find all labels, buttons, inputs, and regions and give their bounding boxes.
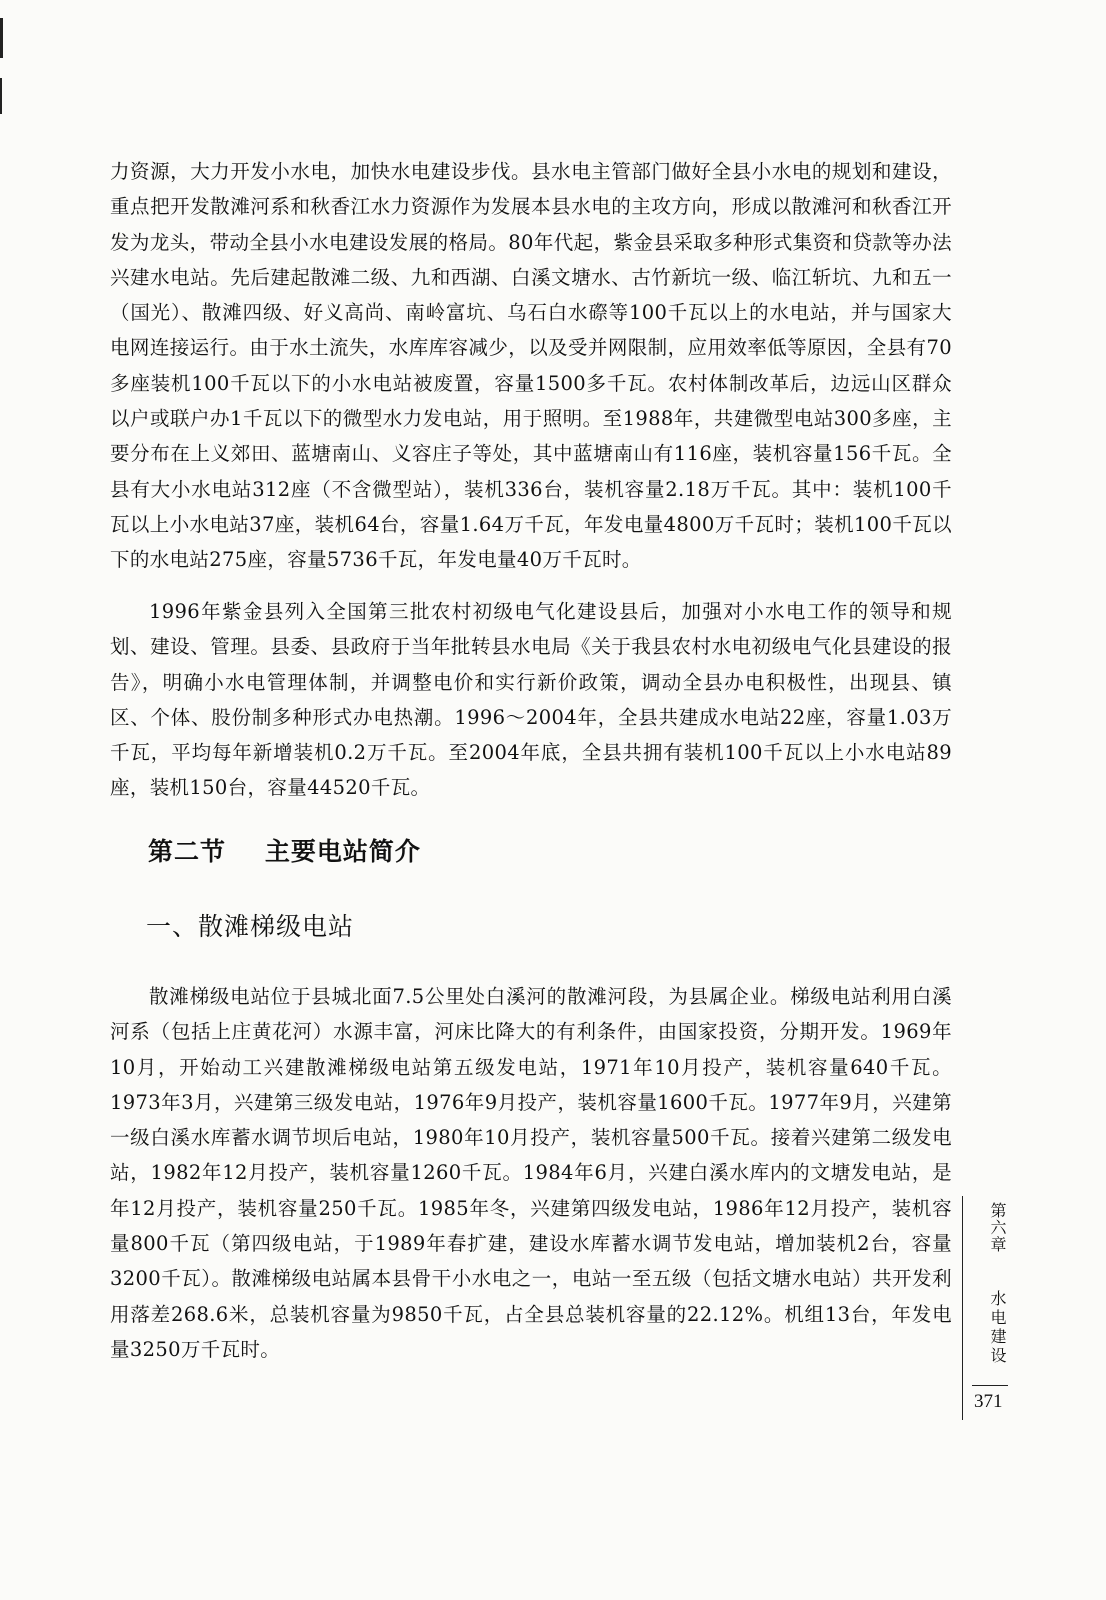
body-paragraph: 散滩梯级电站位于县城北面7.5公里处白溪河的散滩河段，为县属企业。梯级电站利用白溪河系（包括上庄黄花河）水源丰富，河床比降大的有利条件，由国家投资，分期开发。1969年10月，开始动工兴建散滩梯级电站第五级发电站，1971年10月投产，装机容量640千瓦。1973年3月，兴建第三级发电站，1976年9月投产，装机容量1600千瓦。1977年9月，兴建第一级白溪水库蓄水调节坝后电站，1980年10月投产，装机容量500千瓦。接着兴建第二级发电站，1982年12月投产，装机容量1260千瓦。1984年6月，兴建白溪水库内的文塘发电站，是年12月投产，装机容量250千瓦。1985年冬，兴建第四级发电站，1986年12月投产，装机容量800千瓦（第四级电站，于1989年春扩建，建设水库蓄水调节发电站，增加装机2台，容量3200千瓦）。散滩梯级电站属本县骨干小水电之一，电站一至五级（包括文塘水电站）共开发利用落差268.6米，总装机容量为9850千瓦，占全县总装机容量的22.12%。机组13台，年发电量3250万千瓦时。	[110, 985, 952, 1361]
chapter-title: 水电建设	[988, 1290, 1007, 1366]
margin-divider	[962, 1196, 963, 1420]
body-text-block	[110, 154, 952, 578]
subsection-heading: 一、散滩梯级电站	[146, 912, 355, 941]
chapter-label: 第六章	[988, 1202, 1007, 1253]
body-paragraph: 1996年紫金县列入全国第三批农村初级电气化建设县后，加强对小水电工作的领导和规划、建设、管理。县委、县政府于当年批转县水电局《关于我县农村水电初级电气化县建设的报告》，明确小水电管理体制，并调整电价和实行新价政策，调动全县办电积极性，出现县、镇区、个体、股份制多种形式办电热潮。1996～2004年，全县共建成水电站22座，容量1.03万千瓦，平均每年新增装机0.2万千瓦。至2004年底，全县共拥有装机100千瓦以上小水电站89座，装机150台，容量44520千瓦。	[110, 600, 952, 800]
body-text-block	[110, 594, 952, 806]
body-text-block	[110, 979, 952, 1367]
body-paragraph: 力资源，大力开发小水电，加快水电建设步伐。县水电主管部门做好全县小水电的规划和建设，重点把开发散滩河系和秋香江水力资源作为发展本县水电的主攻方向，形成以散滩河和秋香江开发为龙头，带动全县小水电建设发展的格局。80年代起，紫金县采取多种形式集资和贷款等办法兴建水电站。先后建起散滩二级、九和西湖、白溪文塘水、古竹新坑一级、临江斩坑、九和五一（国光）、散滩四级、好义高尚、南岭富坑、乌石白水磜等100千瓦以上的水电站，并与国家大电网连接运行。由于水土流失，水库库容减少，以及受并网限制，应用效率低等原因，全县有70多座装机100千瓦以下的小水电站被废置，容量1500多千瓦。农村体制改革后，边远山区群众以户或联户办1千瓦以下的微型水力发电站，用于照明。至1988年，共建微型电站300多座，主要分布在上义郊田、蓝塘南山、义容庄子等处，其中蓝塘南山有116座，装机容量156千瓦。全县有大小水电站312座（不含微型站），装机336台，装机容量2.18万千瓦。其中：装机100千瓦以上小水电站37座，装机64台，容量1.64万千瓦，年发电量4800万千瓦时；装机100千瓦以下的水电站275座，容量5736千瓦，年发电量40万千瓦时。	[110, 160, 952, 572]
section-heading: 第二节 主要电站简介	[148, 837, 421, 866]
scan-edge-mark	[0, 18, 3, 58]
page-number: 371	[974, 1391, 1003, 1412]
scan-edge-mark	[0, 78, 2, 114]
page-number-rule	[972, 1385, 1008, 1386]
